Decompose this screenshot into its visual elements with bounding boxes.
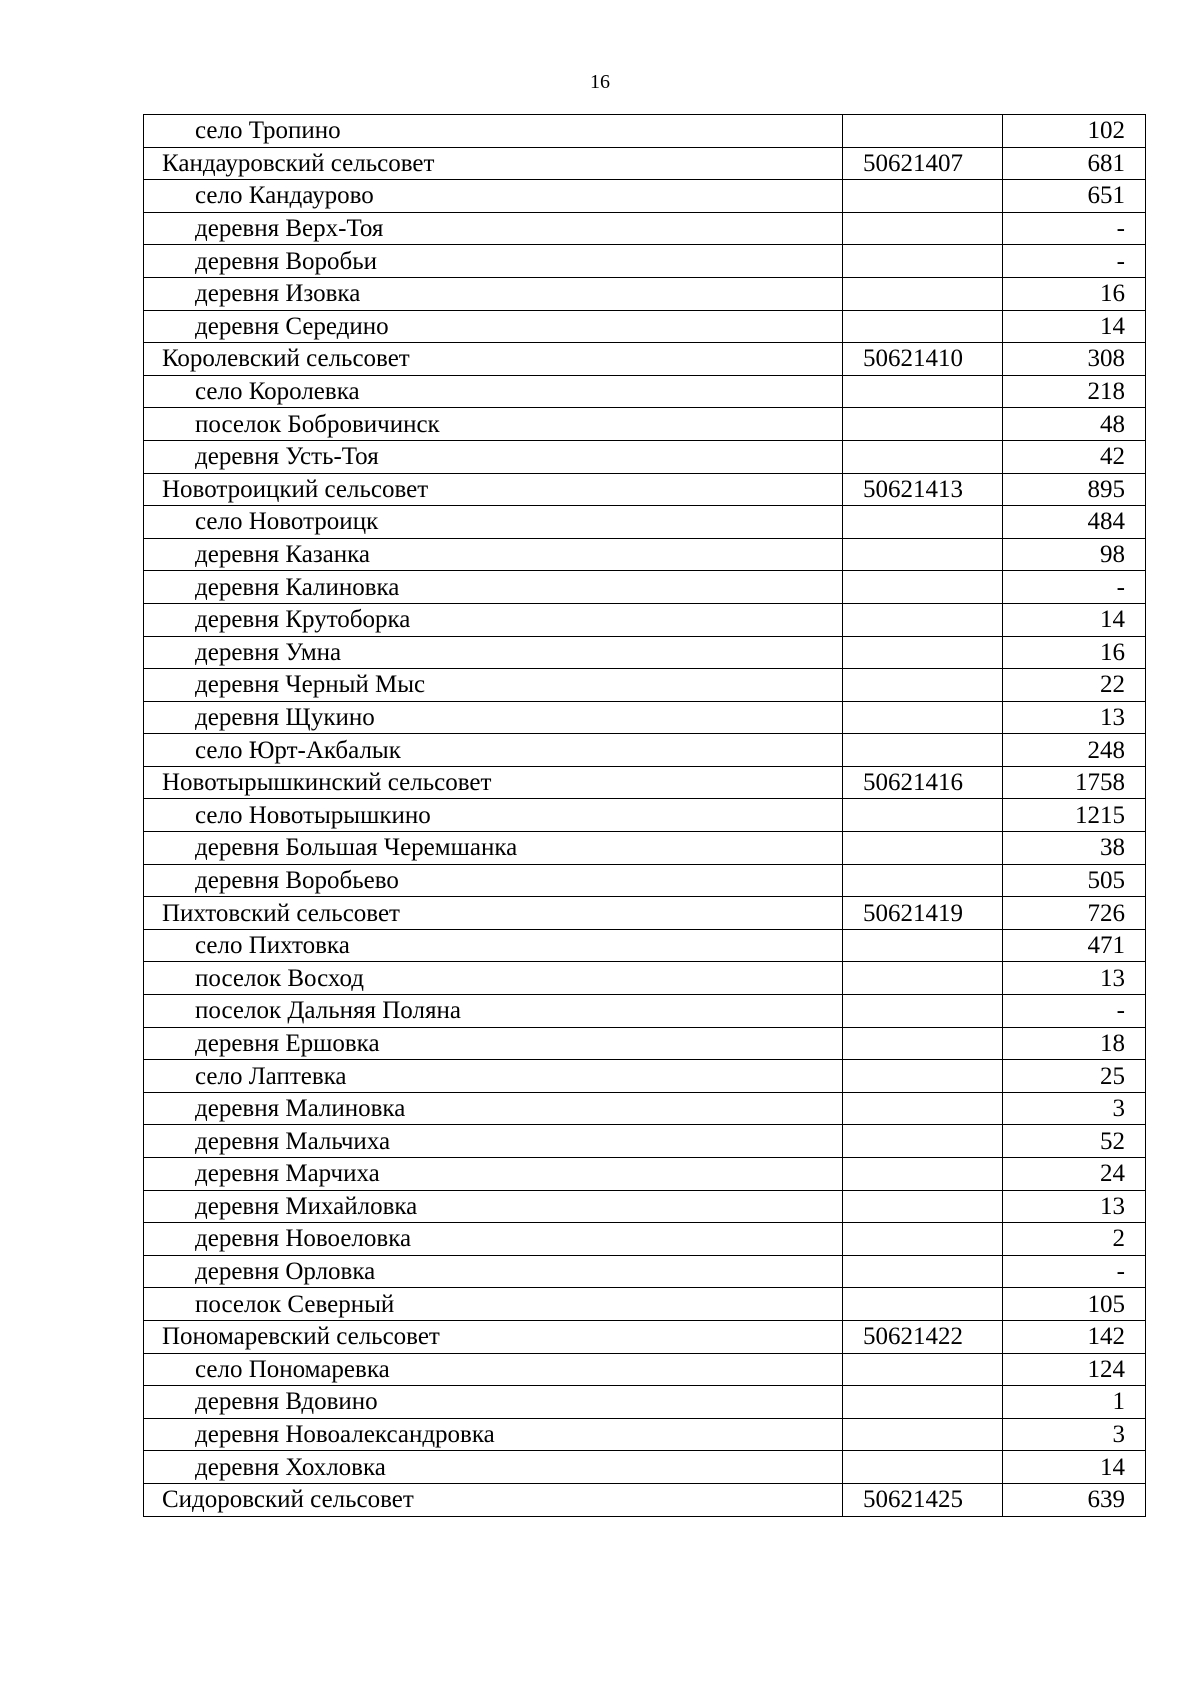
population-cell: 1215: [1003, 799, 1146, 832]
code-cell: 50621410: [843, 343, 1003, 376]
table-row: [144, 1483, 1146, 1516]
council-name-cell: Королевский сельсовет: [144, 343, 843, 376]
council-name-cell: Кандауровский сельсовет: [144, 147, 843, 180]
population-cell: 42: [1003, 440, 1146, 473]
settlement-name-cell: деревня Малиновка: [144, 1092, 843, 1125]
table-row: [144, 1158, 1146, 1191]
population-cell: 218: [1003, 375, 1146, 408]
code-cell: [843, 440, 1003, 473]
council-name-cell: Сидоровский сельсовет: [144, 1483, 843, 1516]
population-cell: -: [1003, 212, 1146, 245]
code-cell: [843, 734, 1003, 767]
population-cell: 308: [1003, 343, 1146, 376]
table-row: [144, 310, 1146, 343]
code-cell: [843, 636, 1003, 669]
table-row: [144, 180, 1146, 213]
code-cell: [843, 1223, 1003, 1256]
settlement-name-cell: деревня Изовка: [144, 277, 843, 310]
settlement-name-cell: село Пихтовка: [144, 929, 843, 962]
code-cell: [843, 1060, 1003, 1093]
settlement-name-cell: деревня Воробьи: [144, 245, 843, 278]
code-cell: [843, 962, 1003, 995]
code-cell: [843, 1451, 1003, 1484]
table-row: [144, 1288, 1146, 1321]
population-cell: 726: [1003, 897, 1146, 930]
population-cell: -: [1003, 571, 1146, 604]
table-row: [144, 832, 1146, 865]
table-row: [144, 962, 1146, 995]
population-cell: 3: [1003, 1092, 1146, 1125]
population-cell: 895: [1003, 473, 1146, 506]
settlement-name-cell: село Новотырышкино: [144, 799, 843, 832]
code-cell: 50621422: [843, 1320, 1003, 1353]
settlement-name-cell: село Новотроицк: [144, 506, 843, 539]
table-row: [144, 277, 1146, 310]
population-cell: 24: [1003, 1158, 1146, 1191]
table-row: [144, 1255, 1146, 1288]
population-cell: 14: [1003, 603, 1146, 636]
code-cell: [843, 832, 1003, 865]
code-cell: [843, 1125, 1003, 1158]
code-cell: 50621419: [843, 897, 1003, 930]
table-row: [144, 440, 1146, 473]
population-cell: 22: [1003, 669, 1146, 702]
settlement-name-cell: деревня Новоеловка: [144, 1223, 843, 1256]
population-cell: 48: [1003, 408, 1146, 441]
table-row: [144, 734, 1146, 767]
code-cell: [843, 571, 1003, 604]
population-cell: 14: [1003, 1451, 1146, 1484]
settlement-name-cell: деревня Черный Мыс: [144, 669, 843, 702]
settlement-name-cell: деревня Казанка: [144, 538, 843, 571]
code-cell: [843, 1190, 1003, 1223]
population-cell: 98: [1003, 538, 1146, 571]
settlement-name-cell: деревня Орловка: [144, 1255, 843, 1288]
population-cell: 2: [1003, 1223, 1146, 1256]
settlement-name-cell: деревня Марчиха: [144, 1158, 843, 1191]
table-row: [144, 995, 1146, 1028]
code-cell: [843, 799, 1003, 832]
population-cell: 639: [1003, 1483, 1146, 1516]
code-cell: [843, 701, 1003, 734]
table-row: [144, 375, 1146, 408]
table-row: [144, 1060, 1146, 1093]
code-cell: [843, 864, 1003, 897]
settlement-name-cell: деревня Щукино: [144, 701, 843, 734]
council-name-cell: Пономаревский сельсовет: [144, 1320, 843, 1353]
population-cell: 13: [1003, 962, 1146, 995]
settlement-name-cell: деревня Новоалександровка: [144, 1418, 843, 1451]
settlement-name-cell: поселок Бобровичинск: [144, 408, 843, 441]
table-row: [144, 115, 1146, 148]
population-cell: 16: [1003, 636, 1146, 669]
code-cell: 50621407: [843, 147, 1003, 180]
population-cell: 484: [1003, 506, 1146, 539]
table-row: [144, 473, 1146, 506]
table-row: [144, 929, 1146, 962]
table-row: [144, 864, 1146, 897]
settlement-name-cell: деревня Верх-Тоя: [144, 212, 843, 245]
settlement-name-cell: деревня Крутоборка: [144, 603, 843, 636]
table-row: [144, 897, 1146, 930]
settlement-name-cell: село Лаптевка: [144, 1060, 843, 1093]
population-cell: 681: [1003, 147, 1146, 180]
table-row: [144, 799, 1146, 832]
population-cell: 18: [1003, 1027, 1146, 1060]
population-cell: 3: [1003, 1418, 1146, 1451]
settlement-name-cell: деревня Хохловка: [144, 1451, 843, 1484]
table-row: [144, 1451, 1146, 1484]
code-cell: [843, 1288, 1003, 1321]
population-cell: 38: [1003, 832, 1146, 865]
code-cell: [843, 603, 1003, 636]
table-row: [144, 1027, 1146, 1060]
council-name-cell: Новотроицкий сельсовет: [144, 473, 843, 506]
table-row: [144, 506, 1146, 539]
council-name-cell: Новотырышкинский сельсовет: [144, 766, 843, 799]
code-cell: [843, 180, 1003, 213]
code-cell: 50621425: [843, 1483, 1003, 1516]
settlement-name-cell: село Тропино: [144, 115, 843, 148]
population-cell: 25: [1003, 1060, 1146, 1093]
table-row: [144, 1418, 1146, 1451]
settlements-table: [143, 114, 1146, 1517]
population-cell: 16: [1003, 277, 1146, 310]
population-cell: 105: [1003, 1288, 1146, 1321]
page-number: 16: [590, 71, 610, 93]
population-cell: 651: [1003, 180, 1146, 213]
settlement-name-cell: деревня Калиновка: [144, 571, 843, 604]
settlement-name-cell: деревня Усть-Тоя: [144, 440, 843, 473]
population-cell: 142: [1003, 1320, 1146, 1353]
settlement-name-cell: поселок Северный: [144, 1288, 843, 1321]
table-row: [144, 603, 1146, 636]
table-row: [144, 571, 1146, 604]
code-cell: [843, 1092, 1003, 1125]
settlement-name-cell: деревня Большая Черемшанка: [144, 832, 843, 865]
population-cell: -: [1003, 245, 1146, 278]
table-row: [144, 1125, 1146, 1158]
code-cell: [843, 1418, 1003, 1451]
code-cell: [843, 115, 1003, 148]
population-cell: -: [1003, 995, 1146, 1028]
population-cell: 52: [1003, 1125, 1146, 1158]
population-cell: 248: [1003, 734, 1146, 767]
code-cell: [843, 1386, 1003, 1419]
table-row: [144, 538, 1146, 571]
table-row: [144, 408, 1146, 441]
settlement-name-cell: деревня Середино: [144, 310, 843, 343]
code-cell: [843, 310, 1003, 343]
population-cell: 13: [1003, 1190, 1146, 1223]
code-cell: [843, 669, 1003, 702]
settlement-name-cell: деревня Мальчиха: [144, 1125, 843, 1158]
settlement-name-cell: деревня Михайловка: [144, 1190, 843, 1223]
settlement-name-cell: село Пономаревка: [144, 1353, 843, 1386]
table-row: [144, 766, 1146, 799]
population-cell: 124: [1003, 1353, 1146, 1386]
settlement-name-cell: село Кандаурово: [144, 180, 843, 213]
table-row: [144, 1190, 1146, 1223]
table-row: [144, 636, 1146, 669]
settlement-name-cell: село Королевка: [144, 375, 843, 408]
table-row: [144, 1223, 1146, 1256]
code-cell: 50621416: [843, 766, 1003, 799]
code-cell: [843, 212, 1003, 245]
table-row: [144, 1386, 1146, 1419]
population-cell: 471: [1003, 929, 1146, 962]
population-cell: -: [1003, 1255, 1146, 1288]
code-cell: [843, 1027, 1003, 1060]
code-cell: [843, 408, 1003, 441]
table-row: [144, 1092, 1146, 1125]
settlement-name-cell: деревня Умна: [144, 636, 843, 669]
settlement-name-cell: поселок Восход: [144, 962, 843, 995]
population-cell: 102: [1003, 115, 1146, 148]
code-cell: 50621413: [843, 473, 1003, 506]
code-cell: [843, 538, 1003, 571]
code-cell: [843, 995, 1003, 1028]
population-cell: 14: [1003, 310, 1146, 343]
code-cell: [843, 929, 1003, 962]
population-cell: 13: [1003, 701, 1146, 734]
settlement-name-cell: поселок Дальняя Поляна: [144, 995, 843, 1028]
code-cell: [843, 506, 1003, 539]
table-row: [144, 701, 1146, 734]
code-cell: [843, 1353, 1003, 1386]
table-body: [144, 115, 1146, 1517]
settlement-name-cell: деревня Ершовка: [144, 1027, 843, 1060]
code-cell: [843, 1255, 1003, 1288]
table-row: [144, 343, 1146, 376]
table-row: [144, 147, 1146, 180]
population-cell: 505: [1003, 864, 1146, 897]
code-cell: [843, 375, 1003, 408]
code-cell: [843, 245, 1003, 278]
population-cell: 1758: [1003, 766, 1146, 799]
code-cell: [843, 1158, 1003, 1191]
code-cell: [843, 277, 1003, 310]
table-row: [144, 669, 1146, 702]
table-row: [144, 1320, 1146, 1353]
council-name-cell: Пихтовский сельсовет: [144, 897, 843, 930]
population-cell: 1: [1003, 1386, 1146, 1419]
table-row: [144, 245, 1146, 278]
settlement-name-cell: деревня Вдовино: [144, 1386, 843, 1419]
settlement-name-cell: село Юрт-Акбалык: [144, 734, 843, 767]
table-row: [144, 212, 1146, 245]
table-row: [144, 1353, 1146, 1386]
settlement-name-cell: деревня Воробьево: [144, 864, 843, 897]
